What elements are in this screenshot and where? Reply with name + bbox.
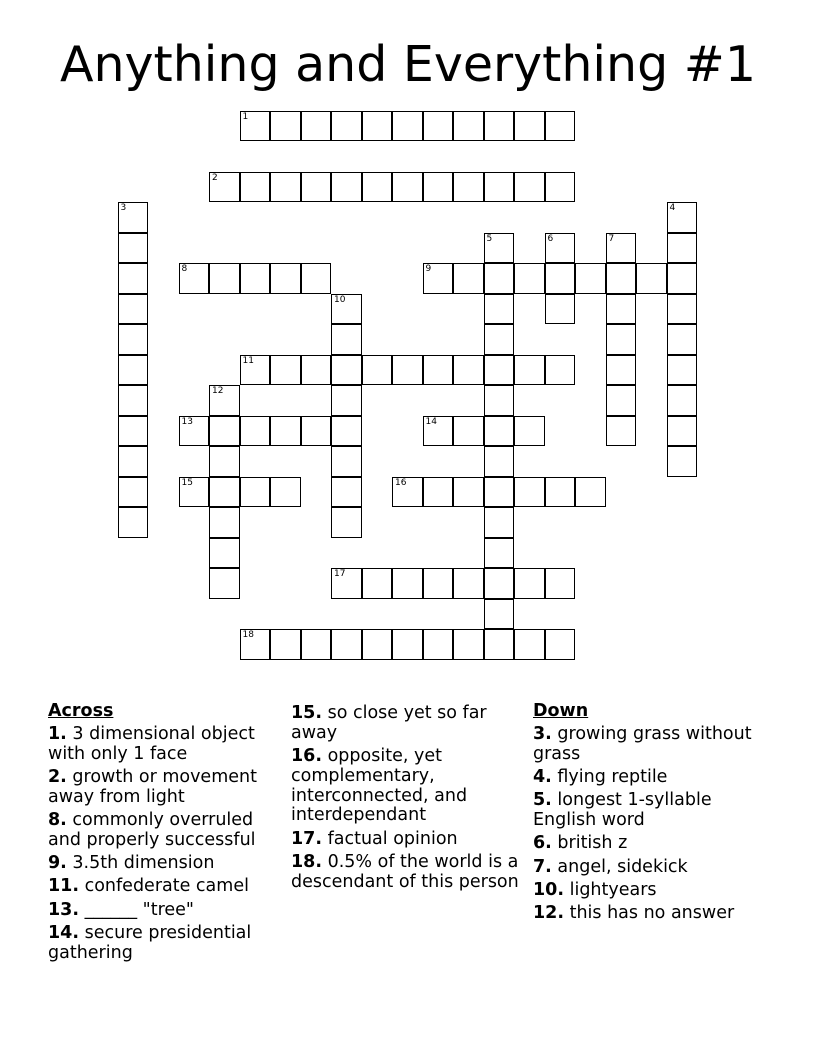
grid-cell[interactable] bbox=[331, 416, 362, 447]
cell-number: 4 bbox=[669, 203, 676, 213]
grid-cell[interactable] bbox=[484, 233, 515, 264]
grid-cell[interactable] bbox=[423, 416, 454, 447]
grid-cell[interactable] bbox=[118, 233, 149, 264]
grid-cell[interactable] bbox=[606, 324, 637, 355]
grid-cell[interactable] bbox=[209, 172, 240, 203]
grid-cell[interactable] bbox=[209, 263, 240, 294]
across-clue: 16. opposite, yet complementary, interconnected, and interdependant bbox=[291, 746, 468, 826]
grid-cell[interactable] bbox=[514, 568, 545, 599]
grid-cell[interactable] bbox=[484, 599, 515, 630]
grid-cell[interactable] bbox=[484, 477, 515, 508]
grid-cell[interactable] bbox=[331, 324, 362, 355]
grid-cell[interactable] bbox=[331, 111, 362, 142]
grid-cell[interactable] bbox=[667, 263, 698, 294]
grid-cell[interactable] bbox=[545, 629, 576, 660]
grid-cell[interactable] bbox=[484, 416, 515, 447]
grid-cell[interactable] bbox=[118, 263, 149, 294]
grid-cell[interactable] bbox=[118, 477, 149, 508]
grid-cell[interactable] bbox=[514, 477, 545, 508]
cell-number: 15 bbox=[181, 477, 193, 488]
grid-cell[interactable] bbox=[331, 172, 362, 203]
grid-cell[interactable] bbox=[484, 507, 515, 538]
grid-cell[interactable] bbox=[118, 507, 149, 538]
cell-number: 14 bbox=[425, 416, 437, 427]
grid-cell[interactable] bbox=[606, 385, 637, 416]
grid-cell[interactable] bbox=[301, 416, 332, 447]
across-clue: 2. growth or movement away from light bbox=[48, 766, 257, 807]
cell-number: 8 bbox=[181, 264, 188, 274]
across-clue: 14. secure presidential gathering bbox=[48, 922, 252, 963]
grid-cell[interactable] bbox=[331, 355, 362, 386]
grid-cell[interactable] bbox=[270, 172, 301, 203]
grid-cell[interactable] bbox=[484, 385, 515, 416]
across-clue: 17. factual opinion bbox=[291, 828, 458, 849]
grid-cell[interactable] bbox=[209, 385, 240, 416]
cell-number: 18 bbox=[242, 630, 254, 640]
grid-cell[interactable] bbox=[453, 629, 484, 660]
across-clue: 8. commonly overruled and properly successful bbox=[48, 809, 256, 850]
grid-cell[interactable] bbox=[362, 355, 393, 386]
grid-cell[interactable] bbox=[667, 416, 698, 447]
grid-cell[interactable] bbox=[545, 172, 576, 203]
cell-number: 17 bbox=[334, 569, 346, 579]
grid-cell[interactable] bbox=[423, 568, 454, 599]
grid-cell[interactable] bbox=[362, 172, 393, 203]
grid-cell[interactable] bbox=[240, 263, 271, 294]
grid-cell[interactable] bbox=[606, 294, 637, 325]
grid-cell[interactable] bbox=[453, 416, 484, 447]
grid-cell[interactable] bbox=[331, 294, 362, 325]
grid-cell[interactable] bbox=[667, 385, 698, 416]
grid-cell[interactable] bbox=[270, 629, 301, 660]
grid-cell[interactable] bbox=[331, 568, 362, 599]
grid-cell[interactable] bbox=[453, 355, 484, 386]
grid-cell[interactable] bbox=[453, 111, 484, 142]
grid-cell[interactable] bbox=[331, 507, 362, 538]
grid-cell[interactable] bbox=[270, 263, 301, 294]
cell-number: 5 bbox=[486, 233, 493, 244]
cell-number: 2 bbox=[212, 172, 218, 183]
grid-cell[interactable] bbox=[179, 263, 210, 294]
grid-cell[interactable] bbox=[240, 629, 271, 660]
grid-cell[interactable] bbox=[514, 172, 545, 203]
clues-column-3 bbox=[533, 702, 761, 927]
grid-cell[interactable] bbox=[423, 111, 454, 142]
grid-cell[interactable] bbox=[270, 355, 301, 386]
across-clue: 18. 0.5% of the world is a descendant of this person bbox=[291, 852, 519, 892]
grid-cell[interactable] bbox=[453, 568, 484, 599]
grid-cell[interactable] bbox=[392, 172, 423, 203]
grid-cell[interactable] bbox=[423, 355, 454, 386]
grid-cell[interactable] bbox=[514, 416, 545, 447]
grid-cell[interactable] bbox=[392, 629, 423, 660]
grid-cell[interactable] bbox=[484, 111, 515, 142]
grid-cell[interactable] bbox=[331, 446, 362, 477]
cell-number: 9 bbox=[425, 264, 432, 274]
grid-cell[interactable] bbox=[606, 233, 637, 264]
grid-cell[interactable] bbox=[392, 355, 423, 386]
grid-cell[interactable] bbox=[301, 172, 332, 203]
grid-cell[interactable] bbox=[545, 568, 576, 599]
grid-cell[interactable] bbox=[423, 629, 454, 660]
grid-cell[interactable] bbox=[331, 629, 362, 660]
grid-cell[interactable] bbox=[118, 446, 149, 477]
grid-cell[interactable] bbox=[484, 324, 515, 355]
grid-cell[interactable] bbox=[484, 294, 515, 325]
grid-cell[interactable] bbox=[240, 111, 271, 142]
grid-cell[interactable] bbox=[392, 111, 423, 142]
grid-cell[interactable] bbox=[209, 477, 240, 508]
grid-cell[interactable] bbox=[667, 446, 698, 477]
cell-number: 1 bbox=[242, 111, 249, 122]
grid-cell[interactable] bbox=[301, 111, 332, 142]
puzzle-title: Anything and Everything #1 bbox=[59, 36, 757, 93]
grid-cell[interactable] bbox=[545, 111, 576, 142]
grid-cell[interactable] bbox=[301, 355, 332, 386]
grid-cell[interactable] bbox=[362, 568, 393, 599]
grid-cell[interactable] bbox=[545, 294, 576, 325]
grid-cell[interactable] bbox=[423, 263, 454, 294]
grid-cell[interactable] bbox=[453, 477, 484, 508]
grid-cell[interactable] bbox=[118, 324, 149, 355]
across-clue: 11. confederate camel bbox=[48, 876, 249, 897]
down-clue: 3. growing grass without grass bbox=[533, 723, 752, 764]
grid-cell[interactable] bbox=[209, 538, 240, 569]
grid-cell[interactable] bbox=[362, 629, 393, 660]
grid-cell[interactable] bbox=[545, 233, 576, 264]
grid-cell[interactable] bbox=[606, 416, 637, 447]
grid-cell[interactable] bbox=[484, 263, 515, 294]
grid-cell[interactable] bbox=[545, 355, 576, 386]
grid-cell[interactable] bbox=[667, 355, 698, 386]
grid-cell[interactable] bbox=[331, 477, 362, 508]
down-clue: 5. longest 1-syllable English word bbox=[533, 790, 712, 830]
grid-cell[interactable] bbox=[484, 629, 515, 660]
down-clue: 10. lightyears bbox=[533, 879, 657, 900]
grid-cell[interactable] bbox=[484, 446, 515, 477]
clues-column-1 bbox=[48, 702, 276, 967]
grid-cell[interactable] bbox=[392, 568, 423, 599]
grid-cell[interactable] bbox=[575, 477, 606, 508]
cell-number: 11 bbox=[242, 355, 254, 366]
grid-cell[interactable] bbox=[118, 202, 149, 233]
grid-cell[interactable] bbox=[331, 385, 362, 416]
grid-cell[interactable] bbox=[209, 416, 240, 447]
grid-cell[interactable] bbox=[514, 263, 545, 294]
grid-cell[interactable] bbox=[179, 416, 210, 447]
grid-cell[interactable] bbox=[484, 538, 515, 569]
down-clue: 4. flying reptile bbox=[533, 766, 668, 787]
grid-cell[interactable] bbox=[667, 294, 698, 325]
grid-cell[interactable] bbox=[514, 355, 545, 386]
grid-cell[interactable] bbox=[606, 263, 637, 294]
grid-cell[interactable] bbox=[484, 172, 515, 203]
grid-cell[interactable] bbox=[270, 416, 301, 447]
grid-cell[interactable] bbox=[118, 416, 149, 447]
grid-cell[interactable] bbox=[423, 172, 454, 203]
grid-cell[interactable] bbox=[606, 355, 637, 386]
cell-number: 3 bbox=[120, 203, 127, 213]
cell-number: 6 bbox=[547, 233, 554, 244]
down-clue: 6. british z bbox=[533, 833, 628, 854]
grid-cell[interactable] bbox=[667, 324, 698, 355]
grid-cell[interactable] bbox=[301, 629, 332, 660]
across-clue: 13. ______ "tree" bbox=[48, 899, 194, 920]
grid-cell[interactable] bbox=[453, 172, 484, 203]
clues-column-2 bbox=[291, 704, 519, 896]
grid-cell[interactable] bbox=[453, 263, 484, 294]
cell-number: 10 bbox=[334, 294, 346, 305]
cell-number: 7 bbox=[608, 233, 615, 244]
grid-cell[interactable] bbox=[514, 111, 545, 142]
across-clue: 9. 3.5th dimension bbox=[48, 853, 215, 874]
across-clue: 1. 3 dimensional object with only 1 face bbox=[48, 723, 255, 764]
down-heading: Down bbox=[533, 701, 589, 721]
grid-cell[interactable] bbox=[514, 629, 545, 660]
grid-cell[interactable] bbox=[118, 355, 149, 386]
grid-cell[interactable] bbox=[118, 385, 149, 416]
grid-cell[interactable] bbox=[667, 202, 698, 233]
grid-cell[interactable] bbox=[575, 263, 606, 294]
cell-number: 16 bbox=[395, 477, 407, 488]
grid-cell[interactable] bbox=[362, 111, 393, 142]
grid-cell[interactable] bbox=[240, 172, 271, 203]
grid-cell[interactable] bbox=[484, 568, 515, 599]
grid-cell[interactable] bbox=[423, 477, 454, 508]
grid-cell[interactable] bbox=[667, 233, 698, 264]
grid-cell[interactable] bbox=[545, 477, 576, 508]
grid-cell[interactable] bbox=[240, 355, 271, 386]
grid-cell[interactable] bbox=[118, 294, 149, 325]
down-clue: 12. this has no answer bbox=[533, 903, 735, 924]
across-clue: 15. so close yet so far away bbox=[291, 703, 487, 743]
grid-cell[interactable] bbox=[179, 477, 210, 508]
grid-cell[interactable] bbox=[209, 446, 240, 477]
cell-number: 13 bbox=[181, 416, 193, 427]
grid-cell[interactable] bbox=[209, 568, 240, 599]
grid-cell[interactable] bbox=[240, 477, 271, 508]
grid-cell[interactable] bbox=[392, 477, 423, 508]
cell-number: 12 bbox=[212, 386, 224, 396]
grid-cell[interactable] bbox=[209, 507, 240, 538]
across-heading: Across bbox=[48, 701, 114, 721]
grid-cell[interactable] bbox=[636, 263, 667, 294]
down-clue: 7. angel, sidekick bbox=[533, 856, 688, 877]
grid-cell[interactable] bbox=[270, 477, 301, 508]
grid-cell[interactable] bbox=[301, 263, 332, 294]
grid-cell[interactable] bbox=[484, 355, 515, 386]
grid-cell[interactable] bbox=[240, 416, 271, 447]
grid-cell[interactable] bbox=[545, 263, 576, 294]
grid-cell[interactable] bbox=[270, 111, 301, 142]
